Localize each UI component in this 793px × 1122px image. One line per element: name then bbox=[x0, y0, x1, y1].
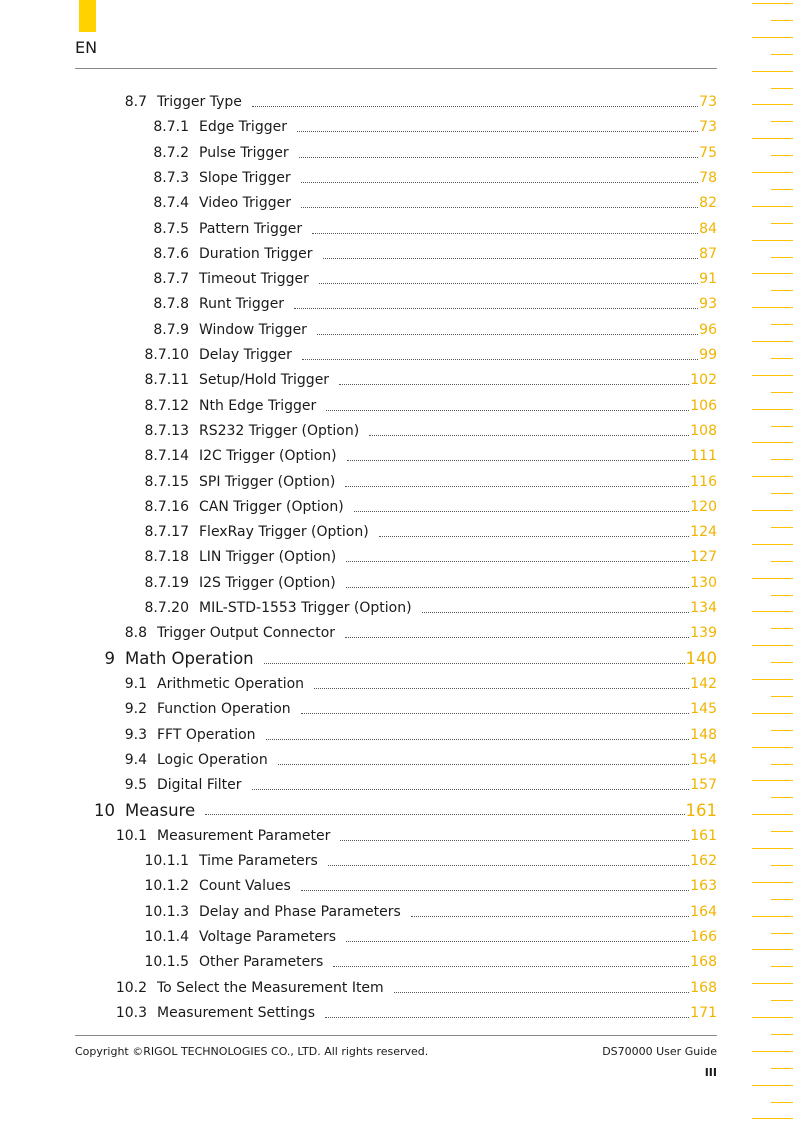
toc-entry[interactable] bbox=[75, 370, 717, 390]
ruler-tick bbox=[771, 561, 793, 562]
ruler-tick bbox=[752, 273, 793, 274]
toc-entry-page[interactable]: 116 bbox=[690, 473, 717, 490]
toc-entry-number: 8.7.17 bbox=[144, 524, 189, 541]
dot-leader bbox=[347, 460, 690, 461]
toc-entry-page[interactable]: 82 bbox=[699, 195, 717, 212]
toc-entry-page[interactable]: 148 bbox=[690, 726, 717, 743]
toc-entry-number: 10.1.4 bbox=[144, 928, 189, 945]
ruler-tick bbox=[752, 206, 793, 207]
ruler-tick bbox=[771, 730, 793, 731]
toc-entry[interactable] bbox=[75, 623, 717, 643]
toc-entry[interactable] bbox=[75, 902, 717, 922]
toc-entry-title: Measurement Settings bbox=[157, 1004, 315, 1021]
ruler-tick bbox=[771, 1000, 793, 1001]
toc-entry-title: I2S Trigger (Option) bbox=[199, 574, 336, 591]
toc-entry-title: Nth Edge Trigger bbox=[199, 397, 317, 414]
toc-entry[interactable] bbox=[75, 649, 717, 669]
toc-entry-page[interactable]: 84 bbox=[699, 220, 717, 237]
toc-entry-number: 8.8 bbox=[124, 625, 147, 642]
toc-entry-number: 8.7.1 bbox=[153, 119, 189, 136]
ruler-tick bbox=[771, 696, 793, 697]
toc-entry-number: 8.7.10 bbox=[144, 347, 189, 363]
toc-entry-title: CAN Trigger (Option) bbox=[199, 498, 344, 515]
ruler-tick bbox=[771, 1034, 793, 1035]
ruler-tick bbox=[752, 916, 793, 917]
toc-entry-title: To Select the Measurement Item bbox=[157, 979, 384, 996]
dot-leader bbox=[323, 258, 699, 259]
dot-leader bbox=[346, 941, 689, 942]
dot-leader bbox=[314, 688, 689, 689]
toc-entry-page[interactable]: 93 bbox=[699, 296, 717, 313]
toc-entry-title: FlexRay Trigger (Option) bbox=[199, 524, 369, 541]
toc-entry-number: 8.7.4 bbox=[153, 195, 189, 212]
toc-entry-page[interactable]: 73 bbox=[699, 94, 717, 110]
toc-entry-number: 10 bbox=[94, 800, 115, 820]
toc-entry-title: MIL-STD-1553 Trigger (Option) bbox=[199, 600, 412, 616]
ruler-tick bbox=[752, 341, 793, 342]
ruler-tick bbox=[771, 189, 793, 190]
toc-entry-page[interactable]: 157 bbox=[690, 777, 717, 794]
ruler-tick bbox=[771, 392, 793, 393]
dot-leader bbox=[411, 916, 689, 917]
toc-entry-page[interactable]: 162 bbox=[690, 853, 717, 869]
toc-entry[interactable] bbox=[75, 598, 717, 618]
toc-entry-number: 10.1.2 bbox=[144, 878, 189, 895]
guide-title: DS70000 User Guide bbox=[602, 1045, 717, 1058]
toc-entry-number: 8.7.12 bbox=[144, 397, 189, 414]
dot-leader bbox=[252, 106, 698, 107]
ruler-tick bbox=[771, 20, 793, 21]
toc-entry-page[interactable]: 120 bbox=[690, 498, 717, 515]
toc-entry-title: RS232 Trigger (Option) bbox=[199, 422, 360, 439]
edge-ruler-decoration bbox=[752, 0, 793, 1122]
dot-leader bbox=[301, 207, 698, 208]
ruler-tick bbox=[771, 223, 793, 224]
dot-leader bbox=[301, 182, 699, 183]
toc-entry-page[interactable]: 127 bbox=[690, 549, 717, 566]
toc-entry-number: 8.7.13 bbox=[144, 422, 189, 439]
ruler-tick bbox=[771, 88, 793, 89]
toc-entry-title: Timeout Trigger bbox=[199, 271, 309, 288]
toc-entry[interactable] bbox=[75, 244, 717, 264]
toc-entry[interactable] bbox=[75, 699, 717, 719]
dot-leader bbox=[394, 992, 690, 993]
toc-entry[interactable] bbox=[75, 674, 717, 694]
toc-entry-number: 8.7.9 bbox=[153, 321, 189, 338]
toc-entry-title: Delay and Phase Parameters bbox=[199, 903, 401, 920]
toc-entry-title: I2C Trigger (Option) bbox=[199, 448, 337, 465]
toc-entry-number: 8.7.16 bbox=[144, 498, 189, 515]
ruler-tick bbox=[752, 172, 793, 173]
ruler-tick bbox=[752, 442, 793, 443]
chapter-tab-marker bbox=[79, 0, 96, 32]
toc-entry-page[interactable]: 102 bbox=[690, 372, 717, 389]
toc-entry-title: Trigger Output Connector bbox=[157, 625, 336, 642]
toc-entry-page[interactable]: 124 bbox=[690, 524, 717, 541]
toc-entry-page[interactable]: 87 bbox=[699, 245, 717, 262]
toc-entry-page[interactable]: 164 bbox=[690, 903, 717, 920]
toc-entry-page[interactable]: 91 bbox=[699, 271, 717, 288]
toc-entry[interactable] bbox=[75, 396, 717, 416]
ruler-tick bbox=[771, 764, 793, 765]
toc-entry-title: Pattern Trigger bbox=[199, 220, 303, 237]
toc-entry[interactable] bbox=[75, 927, 717, 947]
toc-entry[interactable] bbox=[75, 522, 717, 542]
ruler-tick bbox=[771, 628, 793, 629]
ruler-tick bbox=[771, 1102, 793, 1103]
toc-entry-title: SPI Trigger (Option) bbox=[199, 473, 336, 490]
toc-entry[interactable] bbox=[75, 446, 717, 466]
toc-entry-page[interactable]: 139 bbox=[690, 625, 717, 642]
toc-entry-page[interactable]: 145 bbox=[690, 701, 717, 718]
ruler-tick bbox=[771, 933, 793, 934]
ruler-tick bbox=[771, 797, 793, 798]
toc-entry-page[interactable]: 161 bbox=[690, 827, 717, 844]
toc-entry-title: Setup/Hold Trigger bbox=[199, 372, 330, 389]
toc-entry[interactable] bbox=[75, 725, 717, 745]
toc-entry[interactable] bbox=[75, 219, 717, 239]
toc-entry-number: 8.7.18 bbox=[144, 549, 189, 566]
toc-entry[interactable] bbox=[75, 269, 717, 289]
dot-leader bbox=[319, 283, 698, 284]
toc-entry[interactable] bbox=[75, 117, 717, 137]
ruler-tick bbox=[752, 138, 793, 139]
dot-leader bbox=[325, 1017, 689, 1018]
toc-entry[interactable] bbox=[75, 193, 717, 213]
toc-entry-page[interactable]: 134 bbox=[690, 600, 717, 616]
toc-entry-number: 9.2 bbox=[124, 701, 147, 718]
toc-entry-title: Delay Trigger bbox=[199, 347, 292, 363]
toc-entry[interactable] bbox=[75, 876, 717, 896]
copyright-text: Copyright ©RIGOL TECHNOLOGIES CO., LTD. All rights reserved. bbox=[75, 1045, 429, 1058]
ruler-tick bbox=[771, 358, 793, 359]
toc-entry-page[interactable]: 108 bbox=[690, 422, 717, 439]
dot-leader bbox=[422, 612, 690, 613]
toc-entry[interactable] bbox=[75, 294, 717, 314]
dot-leader bbox=[264, 663, 685, 664]
dot-leader bbox=[369, 435, 689, 436]
toc-entry[interactable] bbox=[75, 320, 717, 340]
toc-entry-title: Math Operation bbox=[125, 649, 254, 669]
toc-entry[interactable] bbox=[75, 573, 717, 593]
toc-entry-title: Trigger Type bbox=[157, 94, 242, 110]
toc-entry[interactable] bbox=[75, 851, 717, 871]
toc-entry-number: 9.3 bbox=[124, 726, 147, 743]
toc-entry[interactable] bbox=[75, 168, 717, 188]
toc-entry[interactable] bbox=[75, 92, 717, 112]
toc-entry-number: 9.1 bbox=[124, 675, 147, 692]
toc-entry-title: Measure bbox=[125, 800, 196, 820]
dot-leader bbox=[317, 334, 698, 335]
dot-leader bbox=[345, 486, 689, 487]
ruler-tick bbox=[752, 645, 793, 646]
toc-entry[interactable] bbox=[75, 345, 717, 365]
toc-entry-page[interactable]: 154 bbox=[690, 751, 717, 768]
ruler-tick bbox=[752, 104, 793, 105]
ruler-tick bbox=[752, 679, 793, 680]
dot-leader bbox=[333, 966, 689, 967]
toc-entry-title: Runt Trigger bbox=[199, 296, 285, 313]
ruler-tick bbox=[752, 307, 793, 308]
dot-leader bbox=[278, 764, 690, 765]
dot-leader bbox=[379, 536, 690, 537]
dot-leader bbox=[205, 814, 684, 815]
ruler-tick bbox=[771, 426, 793, 427]
ruler-tick bbox=[771, 459, 793, 460]
ruler-tick bbox=[771, 662, 793, 663]
dot-leader bbox=[345, 637, 689, 638]
toc-entry-number: 8.7 bbox=[124, 94, 147, 110]
toc-entry[interactable] bbox=[75, 1003, 717, 1023]
toc-entry-page[interactable]: 166 bbox=[690, 928, 717, 945]
toc-entry-title: Duration Trigger bbox=[199, 245, 313, 262]
ruler-tick bbox=[771, 257, 793, 258]
toc-entry-title: LIN Trigger (Option) bbox=[199, 549, 337, 566]
toc-entry-number: 10.1 bbox=[115, 827, 147, 844]
ruler-tick bbox=[752, 848, 793, 849]
toc-entry-page[interactable]: 78 bbox=[699, 169, 717, 186]
ruler-tick bbox=[752, 1085, 793, 1086]
ruler-tick bbox=[752, 983, 793, 984]
ruler-tick bbox=[771, 595, 793, 596]
toc-entry[interactable] bbox=[75, 421, 717, 441]
toc-entry-number: 9 bbox=[104, 649, 115, 669]
ruler-tick bbox=[752, 611, 793, 612]
toc-entry-page[interactable]: 161 bbox=[685, 800, 717, 820]
toc-entry-number: 8.7.19 bbox=[144, 574, 189, 591]
toc-entry-title: Digital Filter bbox=[157, 777, 242, 794]
toc-entry[interactable] bbox=[75, 547, 717, 567]
toc-entry-number: 10.1.3 bbox=[144, 903, 189, 920]
toc-entry[interactable] bbox=[75, 826, 717, 846]
toc-entry-title: Logic Operation bbox=[157, 751, 268, 768]
dot-leader bbox=[301, 713, 690, 714]
toc-entry[interactable] bbox=[75, 143, 717, 163]
toc-entry-number: 8.7.8 bbox=[153, 296, 189, 313]
toc-entry[interactable] bbox=[75, 952, 717, 972]
ruler-tick bbox=[752, 37, 793, 38]
toc-entry-page[interactable]: 140 bbox=[685, 649, 717, 669]
toc-entry-page[interactable]: 168 bbox=[690, 979, 717, 996]
ruler-tick bbox=[752, 476, 793, 477]
ruler-tick bbox=[771, 155, 793, 156]
dot-leader bbox=[312, 233, 698, 234]
toc-entry-number: 10.3 bbox=[115, 1004, 147, 1021]
dot-leader bbox=[294, 308, 698, 309]
ruler-tick bbox=[752, 409, 793, 410]
toc-entry-number: 8.7.2 bbox=[153, 144, 189, 161]
ruler-tick bbox=[752, 747, 793, 748]
toc-entry-number: 8.7.15 bbox=[144, 473, 189, 490]
toc-entry[interactable] bbox=[75, 497, 717, 517]
ruler-tick bbox=[771, 54, 793, 55]
dot-leader bbox=[266, 739, 690, 740]
ruler-tick bbox=[752, 814, 793, 815]
toc-entry-title: Edge Trigger bbox=[199, 119, 287, 136]
toc-entry-page[interactable]: 171 bbox=[690, 1004, 717, 1021]
toc-entry-page[interactable]: 75 bbox=[699, 144, 717, 161]
dot-leader bbox=[301, 890, 690, 891]
dot-leader bbox=[339, 384, 689, 385]
ruler-tick bbox=[752, 375, 793, 376]
toc-entry-title: Window Trigger bbox=[199, 321, 307, 338]
toc-entry-page[interactable]: 99 bbox=[699, 347, 717, 363]
dot-leader bbox=[340, 840, 689, 841]
toc-entry-title: Count Values bbox=[199, 878, 291, 895]
language-label: EN bbox=[75, 38, 98, 57]
dot-leader bbox=[354, 511, 690, 512]
toc-entry-number: 8.7.6 bbox=[153, 245, 189, 262]
ruler-tick bbox=[752, 1017, 793, 1018]
ruler-tick bbox=[771, 1068, 793, 1069]
dot-leader bbox=[299, 157, 699, 158]
toc-entry-title: Function Operation bbox=[157, 701, 291, 718]
dot-leader bbox=[328, 865, 689, 866]
ruler-tick bbox=[771, 865, 793, 866]
ruler-tick bbox=[771, 324, 793, 325]
toc-entry-title: Pulse Trigger bbox=[199, 144, 289, 161]
ruler-tick bbox=[752, 1118, 793, 1119]
ruler-tick bbox=[771, 899, 793, 900]
toc-entry[interactable] bbox=[75, 775, 717, 795]
dot-leader bbox=[346, 561, 689, 562]
toc-entry-title: Voltage Parameters bbox=[199, 928, 337, 945]
ruler-tick bbox=[771, 493, 793, 494]
toc-entry-page[interactable]: 73 bbox=[699, 119, 717, 136]
footer-divider bbox=[75, 1035, 717, 1036]
toc-entry-page[interactable]: 130 bbox=[690, 574, 717, 591]
toc-entry-number: 10.2 bbox=[115, 979, 147, 996]
toc-entry[interactable] bbox=[75, 800, 717, 820]
header-divider bbox=[75, 68, 717, 69]
ruler-tick bbox=[771, 121, 793, 122]
ruler-tick bbox=[752, 780, 793, 781]
toc-entry-title: Other Parameters bbox=[199, 954, 324, 971]
toc-entry-title: Video Trigger bbox=[199, 195, 291, 212]
toc-entry-title: Time Parameters bbox=[199, 853, 318, 869]
toc-entry-number: 8.7.11 bbox=[144, 372, 189, 389]
ruler-tick bbox=[752, 71, 793, 72]
toc-entry-page[interactable]: 111 bbox=[690, 448, 717, 465]
toc-entry-title: Measurement Parameter bbox=[157, 827, 331, 844]
toc-entry-title: FFT Operation bbox=[157, 726, 256, 743]
dot-leader bbox=[346, 587, 690, 588]
dot-leader bbox=[297, 131, 698, 132]
toc-entry-number: 8.7.20 bbox=[144, 600, 189, 616]
page-number: III bbox=[704, 1066, 717, 1079]
ruler-tick bbox=[771, 831, 793, 832]
ruler-tick bbox=[752, 713, 793, 714]
toc-entry[interactable] bbox=[75, 978, 717, 998]
toc-entry-page[interactable]: 142 bbox=[690, 675, 717, 692]
toc-entry-title: Arithmetic Operation bbox=[157, 675, 305, 692]
toc-entry-number: 8.7.5 bbox=[153, 220, 189, 237]
ruler-tick bbox=[752, 544, 793, 545]
toc-entry-page[interactable]: 96 bbox=[699, 321, 717, 338]
toc-entry[interactable] bbox=[75, 472, 717, 492]
toc-entry-number: 10.1.5 bbox=[144, 954, 189, 971]
toc-entry-page[interactable]: 168 bbox=[690, 954, 717, 971]
ruler-tick bbox=[752, 510, 793, 511]
ruler-tick bbox=[771, 966, 793, 967]
toc-entry-title: Slope Trigger bbox=[199, 169, 291, 186]
toc-entry-number: 9.4 bbox=[124, 751, 147, 768]
ruler-tick bbox=[752, 1051, 793, 1052]
toc-entry-page[interactable]: 163 bbox=[690, 878, 717, 895]
toc-entry-number: 10.1.1 bbox=[144, 853, 189, 869]
ruler-tick bbox=[771, 527, 793, 528]
ruler-tick bbox=[752, 240, 793, 241]
ruler-tick bbox=[752, 3, 793, 4]
toc-entry-number: 9.5 bbox=[124, 777, 147, 794]
toc-entry-number: 8.7.14 bbox=[144, 448, 189, 465]
ruler-tick bbox=[771, 290, 793, 291]
toc-entry[interactable] bbox=[75, 750, 717, 770]
ruler-tick bbox=[752, 882, 793, 883]
dot-leader bbox=[252, 789, 690, 790]
ruler-tick bbox=[752, 949, 793, 950]
ruler-tick bbox=[752, 578, 793, 579]
toc-entry-number: 8.7.7 bbox=[153, 271, 189, 288]
toc-entry-number: 8.7.3 bbox=[153, 169, 189, 186]
toc-entry-page[interactable]: 106 bbox=[690, 397, 717, 414]
dot-leader bbox=[326, 410, 689, 411]
dot-leader bbox=[302, 359, 698, 360]
